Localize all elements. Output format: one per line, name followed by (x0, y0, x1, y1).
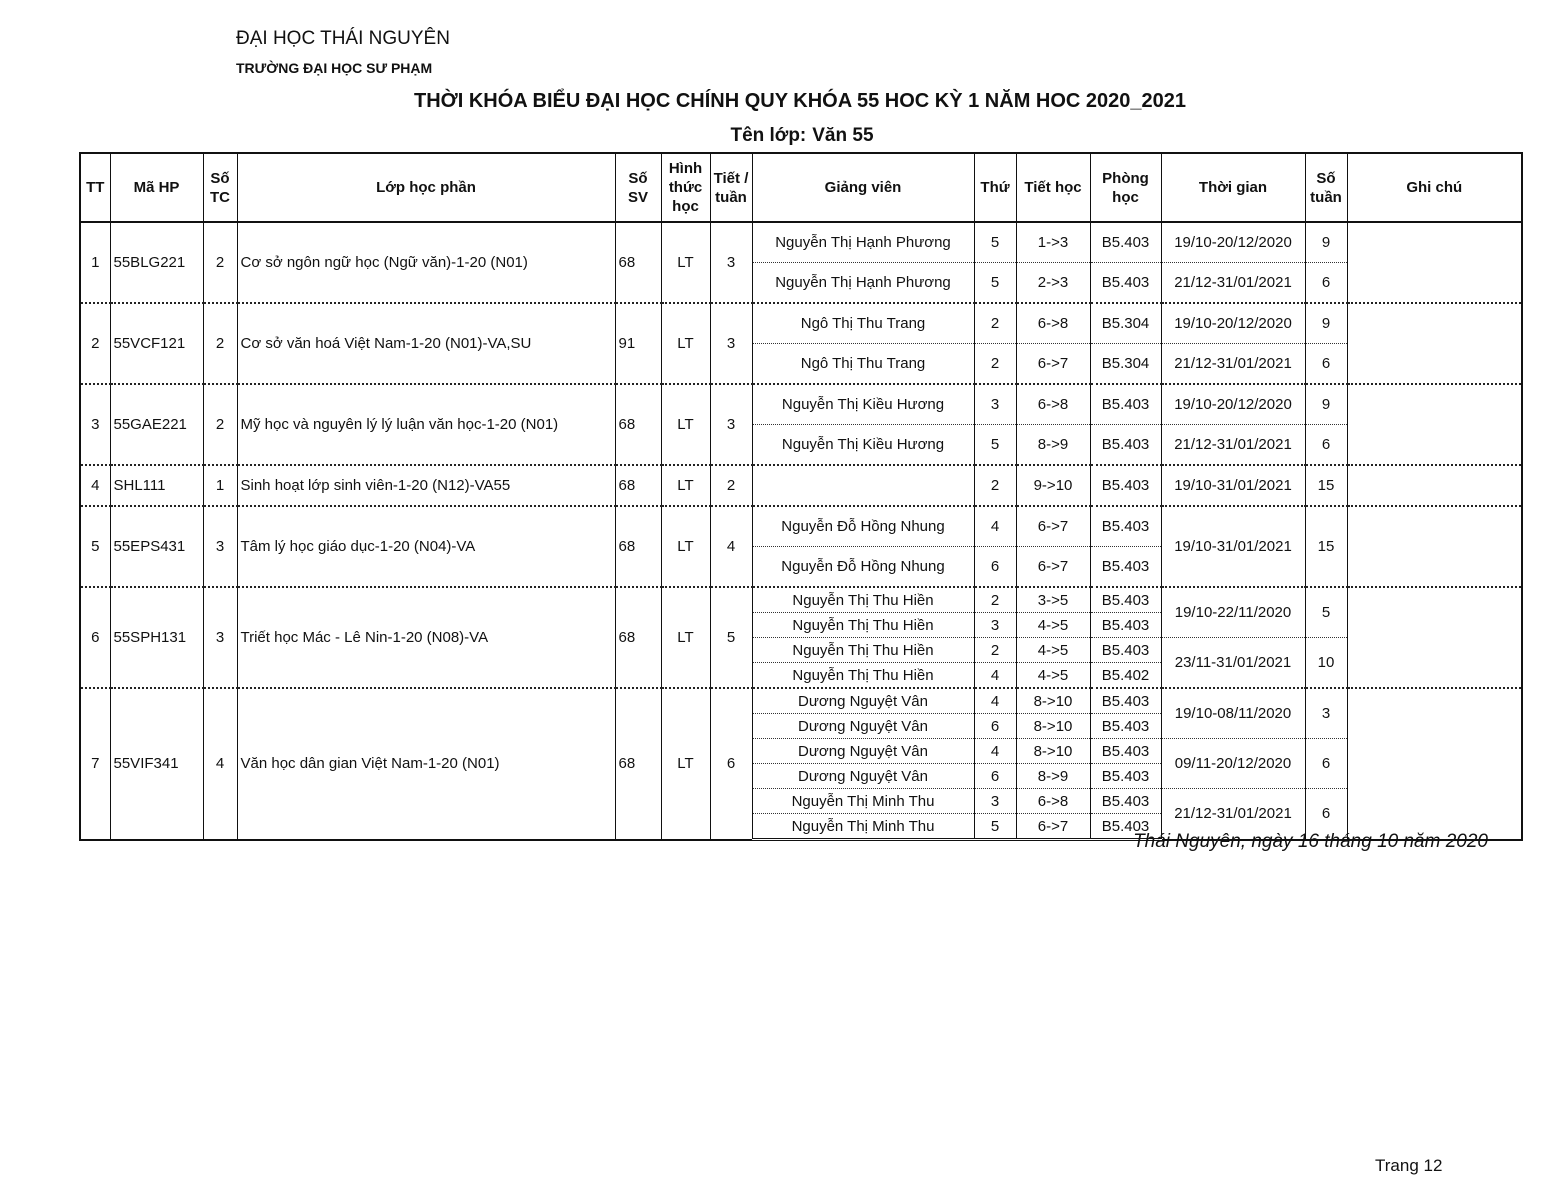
cell-tiet-hoc: 8->9 (1016, 425, 1090, 466)
cell-so-tc: 1 (203, 465, 237, 506)
col-header-thoi-gian: Thời gian (1161, 153, 1305, 222)
cell-thoi-gian: 19/10-20/12/2020 (1161, 384, 1305, 425)
cell-tiet-hoc: 8->10 (1016, 739, 1090, 764)
cell-thoi-gian: 19/10-20/12/2020 (1161, 222, 1305, 263)
cell-so-tc: 2 (203, 222, 237, 303)
cell-so-tuan: 6 (1305, 789, 1347, 840)
cell-giang-vien: Nguyễn Thị Kiều Hương (752, 384, 974, 425)
cell-tiet-tuan: 2 (710, 465, 752, 506)
cell-phong-hoc: B5.304 (1090, 303, 1161, 344)
cell-thoi-gian: 09/11-20/12/2020 (1161, 739, 1305, 789)
cell-thu: 2 (974, 303, 1016, 344)
cell-so-tuan: 9 (1305, 222, 1347, 263)
university-name: ĐẠI HỌC THÁI NGUYÊN (236, 28, 450, 49)
cell-tt: 6 (80, 587, 110, 688)
cell-tt: 1 (80, 222, 110, 303)
cell-thoi-gian: 21/12-31/01/2021 (1161, 789, 1305, 840)
cell-thoi-gian: 21/12-31/01/2021 (1161, 263, 1305, 304)
cell-so-tc: 3 (203, 506, 237, 587)
cell-giang-vien: Nguyễn Thị Minh Thu (752, 814, 974, 840)
cell-lop-hoc-phan: Cơ sở văn hoá Việt Nam-1-20 (N01)-VA,SU (237, 303, 615, 384)
cell-phong-hoc: B5.403 (1090, 222, 1161, 263)
cell-so-tuan: 6 (1305, 263, 1347, 304)
cell-ma-hp: 55BLG221 (110, 222, 203, 303)
page-number: Trang 12 (1375, 1156, 1443, 1175)
cell-thu: 6 (974, 714, 1016, 739)
cell-so-tuan: 5 (1305, 587, 1347, 638)
cell-hinh-thuc: LT (661, 587, 710, 688)
col-header-so-tc: Số TC (203, 153, 237, 222)
cell-giang-vien: Ngô Thị Thu Trang (752, 303, 974, 344)
cell-so-tuan: 6 (1305, 739, 1347, 789)
cell-so-tuan: 6 (1305, 425, 1347, 466)
timetable-body (80, 222, 1522, 840)
class-name: Văn 55 (812, 125, 874, 146)
cell-giang-vien: Nguyễn Thị Hạnh Phương (752, 263, 974, 304)
cell-tiet-hoc: 6->8 (1016, 303, 1090, 344)
cell-giang-vien: Nguyễn Thị Kiều Hương (752, 425, 974, 466)
cell-tiet-hoc: 6->7 (1016, 506, 1090, 547)
cell-tiet-tuan: 3 (710, 303, 752, 384)
cell-thu: 4 (974, 739, 1016, 764)
table-row (80, 688, 1522, 714)
cell-tiet-tuan: 3 (710, 222, 752, 303)
cell-so-sv: 68 (615, 384, 661, 465)
table-header-row (80, 153, 1522, 222)
cell-so-tc: 3 (203, 587, 237, 688)
cell-lop-hoc-phan: Triết học Mác - Lê Nin-1-20 (N08)-VA (237, 587, 615, 688)
cell-thu: 5 (974, 222, 1016, 263)
cell-so-tuan: 9 (1305, 303, 1347, 344)
cell-tiet-hoc: 8->10 (1016, 714, 1090, 739)
cell-thoi-gian: 23/11-31/01/2021 (1161, 638, 1305, 689)
cell-thu: 4 (974, 663, 1016, 689)
cell-thoi-gian: 19/10-31/01/2021 (1161, 506, 1305, 587)
cell-giang-vien: Dương Nguyệt Vân (752, 764, 974, 789)
cell-thu: 3 (974, 384, 1016, 425)
cell-so-sv: 68 (615, 688, 661, 840)
cell-thu: 2 (974, 465, 1016, 506)
cell-tt: 2 (80, 303, 110, 384)
cell-ma-hp: 55SPH131 (110, 587, 203, 688)
cell-so-tuan: 15 (1305, 506, 1347, 587)
cell-hinh-thuc: LT (661, 465, 710, 506)
cell-giang-vien: Nguyễn Thị Thu Hiền (752, 587, 974, 613)
table-row (80, 222, 1522, 263)
table-row (80, 384, 1522, 425)
col-header-phong-hoc: Phòng học (1090, 153, 1161, 222)
cell-giang-vien: Nguyễn Thị Thu Hiền (752, 663, 974, 689)
table-row (80, 303, 1522, 344)
cell-lop-hoc-phan: Mỹ học và nguyên lý lý luận văn học-1-20 (N01) (237, 384, 615, 465)
cell-hinh-thuc: LT (661, 222, 710, 303)
cell-tt: 3 (80, 384, 110, 465)
cell-thu: 2 (974, 638, 1016, 663)
cell-so-sv: 68 (615, 506, 661, 587)
cell-so-sv: 68 (615, 587, 661, 688)
cell-giang-vien: Dương Nguyệt Vân (752, 688, 974, 714)
cell-thu: 5 (974, 263, 1016, 304)
cell-so-tuan: 9 (1305, 384, 1347, 425)
col-header-ma-hp: Mã HP (110, 153, 203, 222)
cell-lop-hoc-phan: Sinh hoạt lớp sinh viên-1-20 (N12)-VA55 (237, 465, 615, 506)
col-header-giang-vien: Giảng viên (752, 153, 974, 222)
cell-tiet-tuan: 3 (710, 384, 752, 465)
cell-thu: 2 (974, 344, 1016, 385)
cell-tiet-hoc: 6->7 (1016, 814, 1090, 840)
cell-so-sv: 68 (615, 222, 661, 303)
cell-thu: 2 (974, 587, 1016, 613)
cell-tt: 7 (80, 688, 110, 840)
cell-lop-hoc-phan: Tâm lý học giáo dục-1-20 (N04)-VA (237, 506, 615, 587)
cell-ma-hp: 55VIF341 (110, 688, 203, 840)
cell-tiet-hoc: 4->5 (1016, 638, 1090, 663)
cell-phong-hoc: B5.402 (1090, 663, 1161, 689)
cell-tiet-hoc: 9->10 (1016, 465, 1090, 506)
cell-thoi-gian: 21/12-31/01/2021 (1161, 425, 1305, 466)
cell-tiet-hoc: 3->5 (1016, 587, 1090, 613)
page-title: THỜI KHÓA BIỂU ĐẠI HỌC CHÍNH QUY KHÓA 55 HOC KỲ 1 NĂM HOC 2020_2021 (413, 90, 1187, 112)
cell-thu: 3 (974, 613, 1016, 638)
cell-phong-hoc: B5.403 (1090, 506, 1161, 547)
cell-phong-hoc: B5.403 (1090, 425, 1161, 466)
cell-phong-hoc: B5.403 (1090, 613, 1161, 638)
cell-phong-hoc: B5.403 (1090, 739, 1161, 764)
cell-tiet-tuan: 5 (710, 587, 752, 688)
cell-tiet-tuan: 6 (710, 688, 752, 840)
col-header-ghi-chu: Ghi chú (1347, 153, 1522, 222)
cell-phong-hoc: B5.403 (1090, 384, 1161, 425)
col-header-tiet-hoc: Tiết học (1016, 153, 1090, 222)
cell-phong-hoc: B5.403 (1090, 688, 1161, 714)
cell-thu: 6 (974, 547, 1016, 588)
cell-lop-hoc-phan: Văn học dân gian Việt Nam-1-20 (N01) (237, 688, 615, 840)
cell-giang-vien: Dương Nguyệt Vân (752, 739, 974, 764)
cell-so-tc: 2 (203, 303, 237, 384)
cell-tiet-hoc: 1->3 (1016, 222, 1090, 263)
cell-giang-vien: Nguyễn Thị Minh Thu (752, 789, 974, 814)
cell-tiet-hoc: 8->10 (1016, 688, 1090, 714)
cell-ma-hp: 55GAE221 (110, 384, 203, 465)
col-header-tiet-tuan: Tiết / tuần (710, 153, 752, 222)
cell-giang-vien (752, 465, 974, 506)
cell-giang-vien: Nguyễn Thị Hạnh Phương (752, 222, 974, 263)
table-row (80, 506, 1522, 547)
cell-so-sv: 68 (615, 465, 661, 506)
cell-thu: 6 (974, 764, 1016, 789)
cell-ghi-chu (1347, 506, 1522, 587)
cell-so-tc: 4 (203, 688, 237, 840)
cell-thoi-gian: 19/10-08/11/2020 (1161, 688, 1305, 739)
cell-thoi-gian: 19/10-31/01/2021 (1161, 465, 1305, 506)
cell-so-sv: 91 (615, 303, 661, 384)
cell-tiet-hoc: 4->5 (1016, 663, 1090, 689)
table-row (80, 465, 1522, 506)
col-header-tt: TT (80, 153, 110, 222)
place-date: Thái Nguyên, ngày 16 tháng 10 năm 2020 (1133, 831, 1488, 852)
cell-tt: 5 (80, 506, 110, 587)
cell-so-tc: 2 (203, 384, 237, 465)
cell-tiet-hoc: 6->7 (1016, 344, 1090, 385)
cell-thoi-gian: 19/10-20/12/2020 (1161, 303, 1305, 344)
cell-giang-vien: Nguyễn Thị Thu Hiền (752, 613, 974, 638)
class-name-line (0, 125, 1553, 147)
cell-thu: 4 (974, 688, 1016, 714)
table-row (80, 587, 1522, 613)
cell-phong-hoc: B5.403 (1090, 814, 1161, 840)
cell-thoi-gian: 21/12-31/01/2021 (1161, 344, 1305, 385)
col-header-thu: Thứ (974, 153, 1016, 222)
cell-so-tuan: 10 (1305, 638, 1347, 689)
cell-hinh-thuc: LT (661, 384, 710, 465)
cell-thu: 3 (974, 789, 1016, 814)
cell-ghi-chu (1347, 384, 1522, 465)
cell-ghi-chu (1347, 688, 1522, 840)
school-name: TRƯỜNG ĐẠI HỌC SƯ PHẠM (236, 60, 433, 76)
cell-tt: 4 (80, 465, 110, 506)
col-header-lop-hoc-phan: Lớp học phần (237, 153, 615, 222)
cell-phong-hoc: B5.403 (1090, 789, 1161, 814)
cell-ghi-chu (1347, 303, 1522, 384)
cell-phong-hoc: B5.403 (1090, 547, 1161, 588)
cell-thu: 5 (974, 814, 1016, 840)
cell-giang-vien: Ngô Thị Thu Trang (752, 344, 974, 385)
cell-phong-hoc: B5.403 (1090, 764, 1161, 789)
cell-ghi-chu (1347, 465, 1522, 506)
cell-tiet-hoc: 8->9 (1016, 764, 1090, 789)
cell-hinh-thuc: LT (661, 506, 710, 587)
cell-phong-hoc: B5.403 (1090, 714, 1161, 739)
cell-tiet-hoc: 2->3 (1016, 263, 1090, 304)
cell-phong-hoc: B5.403 (1090, 638, 1161, 663)
cell-tiet-hoc: 4->5 (1016, 613, 1090, 638)
cell-lop-hoc-phan: Cơ sở ngôn ngữ học (Ngữ văn)-1-20 (N01) (237, 222, 615, 303)
col-header-so-tuan: Số tuần (1305, 153, 1347, 222)
cell-giang-vien: Dương Nguyệt Vân (752, 714, 974, 739)
timetable (79, 152, 1523, 841)
cell-ma-hp: SHL111 (110, 465, 203, 506)
cell-giang-vien: Nguyễn Đỗ Hồng Nhung (752, 506, 974, 547)
cell-ma-hp: 55VCF121 (110, 303, 203, 384)
cell-tiet-hoc: 6->7 (1016, 547, 1090, 588)
cell-phong-hoc: B5.403 (1090, 587, 1161, 613)
cell-ma-hp: 55EPS431 (110, 506, 203, 587)
col-header-hinh-thuc: Hình thức học (661, 153, 710, 222)
cell-phong-hoc: B5.304 (1090, 344, 1161, 385)
class-label: Tên lớp: (730, 125, 807, 146)
cell-giang-vien: Nguyễn Thị Thu Hiền (752, 638, 974, 663)
cell-ghi-chu (1347, 222, 1522, 303)
cell-so-tuan: 6 (1305, 344, 1347, 385)
cell-tiet-hoc: 6->8 (1016, 789, 1090, 814)
cell-so-tuan: 15 (1305, 465, 1347, 506)
cell-tiet-tuan: 4 (710, 506, 752, 587)
cell-thu: 4 (974, 506, 1016, 547)
cell-phong-hoc: B5.403 (1090, 263, 1161, 304)
cell-phong-hoc: B5.403 (1090, 465, 1161, 506)
cell-ghi-chu (1347, 587, 1522, 688)
cell-thu: 5 (974, 425, 1016, 466)
cell-hinh-thuc: LT (661, 688, 710, 840)
cell-giang-vien: Nguyễn Đỗ Hồng Nhung (752, 547, 974, 588)
col-header-so-sv: Số SV (615, 153, 661, 222)
cell-thoi-gian: 19/10-22/11/2020 (1161, 587, 1305, 638)
cell-hinh-thuc: LT (661, 303, 710, 384)
cell-so-tuan: 3 (1305, 688, 1347, 739)
cell-tiet-hoc: 6->8 (1016, 384, 1090, 425)
